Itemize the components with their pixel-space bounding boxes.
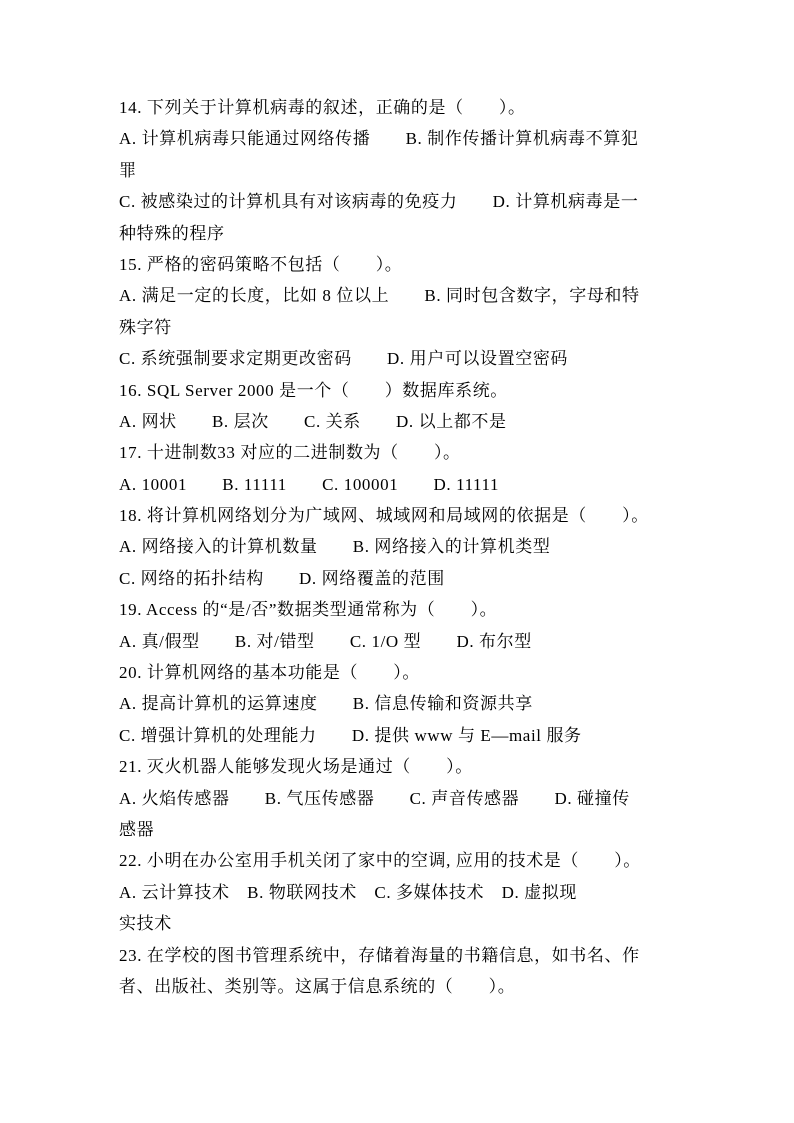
question-21-options-line-2: 感器 xyxy=(119,819,155,839)
question-19-options: A. 真/假型 B. 对/错型 C. 1/O 型 D. 布尔型 xyxy=(119,631,532,651)
question-18-options-line-1: A. 网络接入的计算机数量 B. 网络接入的计算机类型 xyxy=(119,537,551,557)
question-17-options: A. 10001 B. 11111 C. 100001 D. 11111 xyxy=(119,474,500,494)
question-15-options-line-2: 殊字符 xyxy=(119,317,172,337)
question-21-options-line-1: A. 火焰传感器 B. 气压传感器 C. 声音传感器 D. 碰撞传 xyxy=(119,788,630,808)
exam-page xyxy=(119,92,675,1002)
question-20-options-line-1: A. 提高计算机的运算速度 B. 信息传输和资源共享 xyxy=(119,694,533,714)
question-23 xyxy=(119,940,675,1003)
question-20-options-line-2: C. 增强计算机的处理能力 D. 提供 www 与 E—mail 服务 xyxy=(119,725,582,745)
question-15 xyxy=(119,249,675,375)
question-20 xyxy=(119,657,675,751)
question-22-options-line-2: 实技术 xyxy=(119,914,172,934)
question-19-stem: 19. Access 的“是/否”数据类型通常称为（ ）。 xyxy=(119,600,498,620)
question-16 xyxy=(119,375,675,438)
question-14-stem: 14. 下列关于计算机病毒的叙述，正确的是（ ）。 xyxy=(119,98,526,117)
question-22-options-line-1: A. 云计算技术 B. 物联网技术 C. 多媒体技术 D. 虚拟现 xyxy=(119,882,578,902)
question-22-stem: 22. 小明在办公室用手机关闭了家中的空调, 应用的技术是（ ）。 xyxy=(119,851,641,871)
question-17-stem: 17. 十进制数33 对应的二进制数为（ ）。 xyxy=(119,443,461,463)
question-20-stem: 20. 计算机网络的基本功能是（ ）。 xyxy=(119,663,420,683)
question-18-stem: 18. 将计算机网络划分为广域网、城域网和局域网的依据是（ ）。 xyxy=(119,506,649,526)
question-14-options-line-4: 种特殊的程序 xyxy=(119,223,225,243)
question-14-options-line-3: C. 被感染过的计算机具有对该病毒的免疫力 D. 计算机病毒是一 xyxy=(119,192,639,212)
question-18 xyxy=(119,500,675,594)
question-19 xyxy=(119,594,675,657)
question-15-options-line-3: C. 系统强制要求定期更改密码 D. 用户可以设置空密码 xyxy=(119,349,569,369)
question-17 xyxy=(119,437,675,500)
question-15-stem: 15. 严格的密码策略不包括（ ）。 xyxy=(119,254,403,274)
question-23-stem-line-1: 23. 在学校的图书管理系统中，存储着海量的书籍信息，如书名、作 xyxy=(119,945,640,965)
question-23-stem-line-2: 者、出版社、类别等。这属于信息系统的（ ）。 xyxy=(119,976,516,996)
question-21 xyxy=(119,751,675,845)
question-16-stem: 16. SQL Server 2000 是一个（ ）数据库系统。 xyxy=(119,380,508,400)
question-16-options: A. 网状 B. 层次 C. 关系 D. 以上都不是 xyxy=(119,411,507,431)
question-18-options-line-2: C. 网络的拓扑结构 D. 网络覆盖的范围 xyxy=(119,568,445,588)
question-14-options-line-1: A. 计算机病毒只能通过网络传播 B. 制作传播计算机病毒不算犯 xyxy=(119,129,639,149)
question-15-options-line-1: A. 满足一定的长度，比如 8 位以上 B. 同时包含数字，字母和特 xyxy=(119,286,640,306)
question-21-stem: 21. 灭火机器人能够发现火场是通过（ ）。 xyxy=(119,757,473,777)
question-14 xyxy=(119,92,675,249)
question-22 xyxy=(119,845,675,939)
question-14-options-line-2: 罪 xyxy=(119,160,137,180)
